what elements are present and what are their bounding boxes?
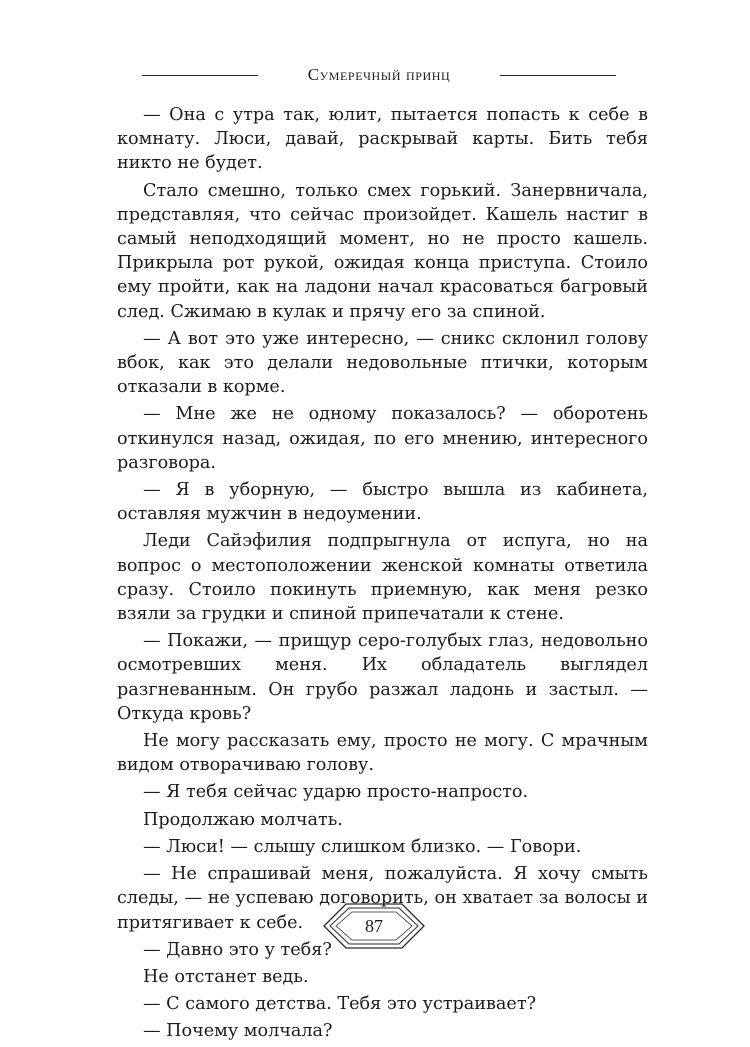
paragraph: Стало смешно, только смех горький. Занервничала, представляя, что сейчас произойдет. Кашель настиг в самый неподходящий момент, но не просто кашель. Прикрыла рот рукой, ожидая конца приступа. Стоило ему пройти, как на ладони начал красоваться багровый след. Сжимаю в кулак и прячу его за спиной. bbox=[117, 180, 648, 322]
paragraph: — Я в уборную, — быстро вышла из кабинета, оставляя мужчин в недоумении. bbox=[117, 480, 648, 525]
header-rule-left bbox=[142, 75, 258, 76]
paragraph: — А вот это уже интересно, — сникс склонил голову вбок, как это делали недовольные птички, которым отказали в корме. bbox=[117, 328, 648, 398]
header-title: Сумеречный принц bbox=[307, 65, 451, 84]
page-number: 87 bbox=[365, 915, 383, 936]
running-header bbox=[142, 60, 616, 90]
paragraph: — Мне же не одному показалось? — оборотень откинулся назад, ожидая, по его мнению, интересного разговора. bbox=[117, 404, 648, 473]
paragraph: — Я тебя сейчас ударю просто-напросто. bbox=[143, 782, 529, 803]
paragraph: Не могу рассказать ему, просто не могу. С мрачным видом отворачиваю голову. bbox=[117, 731, 648, 776]
paragraph: Не отстанет ведь. bbox=[143, 966, 309, 987]
paragraph: — С самого детства. Тебя это устраивает? bbox=[143, 994, 536, 1015]
paragraph: — Она с утра так, юлит, пытается попасть к себе в комнату. Люси, давай, раскрывай карты. Бить тебя никто не будет. bbox=[117, 105, 648, 174]
paragraph: — Люси! — слышу слишком близко. — Говори. bbox=[143, 836, 582, 857]
paragraph: — Не спрашивай меня, пожалуйста. Я хочу смыть следы, — не успеваю договорить, он хватает за волосы и притягивает к себе. bbox=[117, 864, 648, 933]
page-number-ornament bbox=[320, 900, 428, 952]
paragraph: Продолжаю молчать. bbox=[143, 809, 343, 830]
paragraph: — Покажи, — прищур серо-голубых глаз, недовольно осмотревших меня. Их обладатель выглядел разгневанным. Он грубо разжал ладонь и застыл. — Откуда кровь? bbox=[117, 631, 648, 724]
paragraph: — Почему молчала? bbox=[143, 1021, 333, 1042]
paragraph: — Давно это у тебя? bbox=[143, 939, 332, 960]
header-rule-right bbox=[500, 75, 616, 76]
paragraph: Леди Сайэфилия подпрыгнула от испуга, но на вопрос о местоположении женской комнаты ответила сразу. Стоило покинуть приемную, как меня резко взяли за грудки и спиной припечатали к стене. bbox=[117, 531, 648, 625]
